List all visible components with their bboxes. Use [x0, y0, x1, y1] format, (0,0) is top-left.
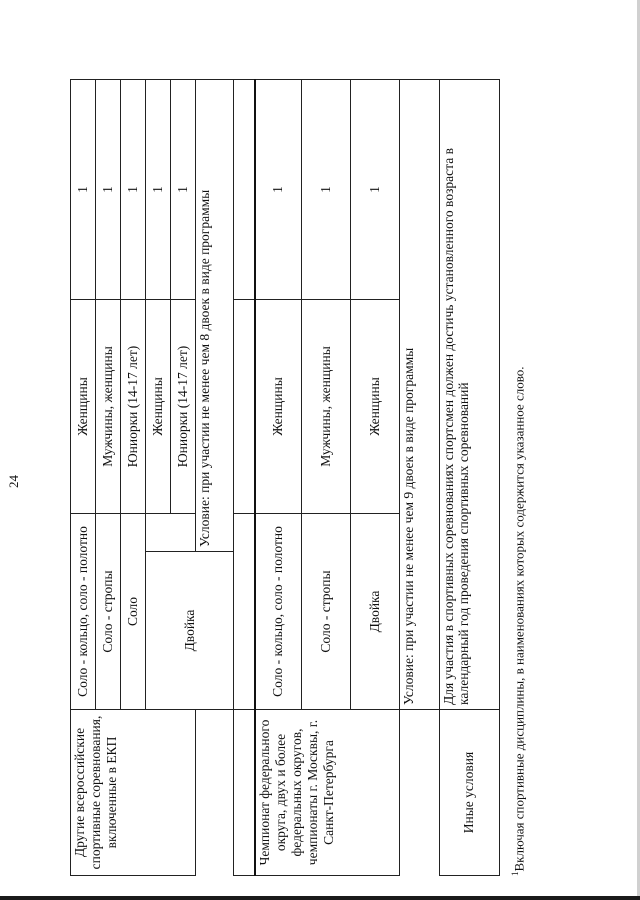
value-cell: 1	[121, 80, 146, 300]
group1-title: Другие всероссийские спортивные соревнования, включенные в ЕКП	[71, 710, 196, 876]
other-text: Для участия в спортивных соревнованиях спортсмен должен достичь установленного возраста в календарный год проведения спортивных соревнований	[439, 80, 499, 710]
category-cell: Юниорки (14-17 лет)	[171, 300, 196, 514]
discipline-cell: Соло - стропы	[96, 514, 121, 710]
table-row	[399, 80, 439, 876]
value-cell: 1	[301, 80, 350, 300]
discipline-cell: Соло - стропы	[301, 514, 350, 710]
footnote-text: Включая спортивные дисциплины, в наименованиях которых содержится указанное слово.	[511, 366, 527, 872]
category-cell: Женщины	[350, 300, 399, 514]
group2-condition: Условие: при участии не менее чем 9 двоек в виде программы	[399, 80, 439, 710]
page-number: 24	[6, 475, 21, 488]
value-cell: 1	[350, 80, 399, 300]
discipline-cell: Соло - кольцо, соло - полотно	[255, 514, 301, 710]
table-row	[196, 80, 234, 876]
other-title: Иные условия	[439, 710, 499, 876]
category-cell: Женщины	[146, 300, 171, 514]
footnote	[510, 80, 527, 876]
discipline-cell: Двойка	[146, 552, 234, 710]
separator-row	[234, 80, 256, 876]
rotated-page	[0, 76, 600, 876]
category-cell: Мужчины, женщины	[301, 300, 350, 514]
category-cell: Юниорки (14-17 лет)	[121, 300, 146, 514]
requirements-table	[70, 79, 500, 876]
value-cell: 1	[146, 80, 171, 300]
spacer-cell	[146, 514, 196, 552]
value-cell: 1	[71, 80, 96, 300]
footnote-marker: 1	[510, 871, 520, 876]
scan-edge-bottom	[0, 896, 640, 900]
group2-title: Чемпионат федерального округа, двух и более федеральных округов, чемпионаты г. Москвы, г. Санкт-Петербурга	[255, 710, 399, 876]
table-row	[71, 80, 96, 876]
table-row	[439, 80, 499, 876]
category-cell: Женщины	[255, 300, 301, 514]
discipline-cell: Двойка	[350, 514, 399, 710]
discipline-cell: Соло - кольцо, соло - полотно	[71, 514, 96, 710]
discipline-cell: Соло	[121, 514, 146, 710]
value-cell: 1	[96, 80, 121, 300]
category-cell: Мужчины, женщины	[96, 300, 121, 514]
value-cell: 1	[171, 80, 196, 300]
group1-condition: Условие: при участии не менее чем 8 двоек в виде программы	[196, 80, 234, 552]
category-cell: Женщины	[71, 300, 96, 514]
value-cell: 1	[255, 80, 301, 300]
table-row	[255, 80, 301, 876]
